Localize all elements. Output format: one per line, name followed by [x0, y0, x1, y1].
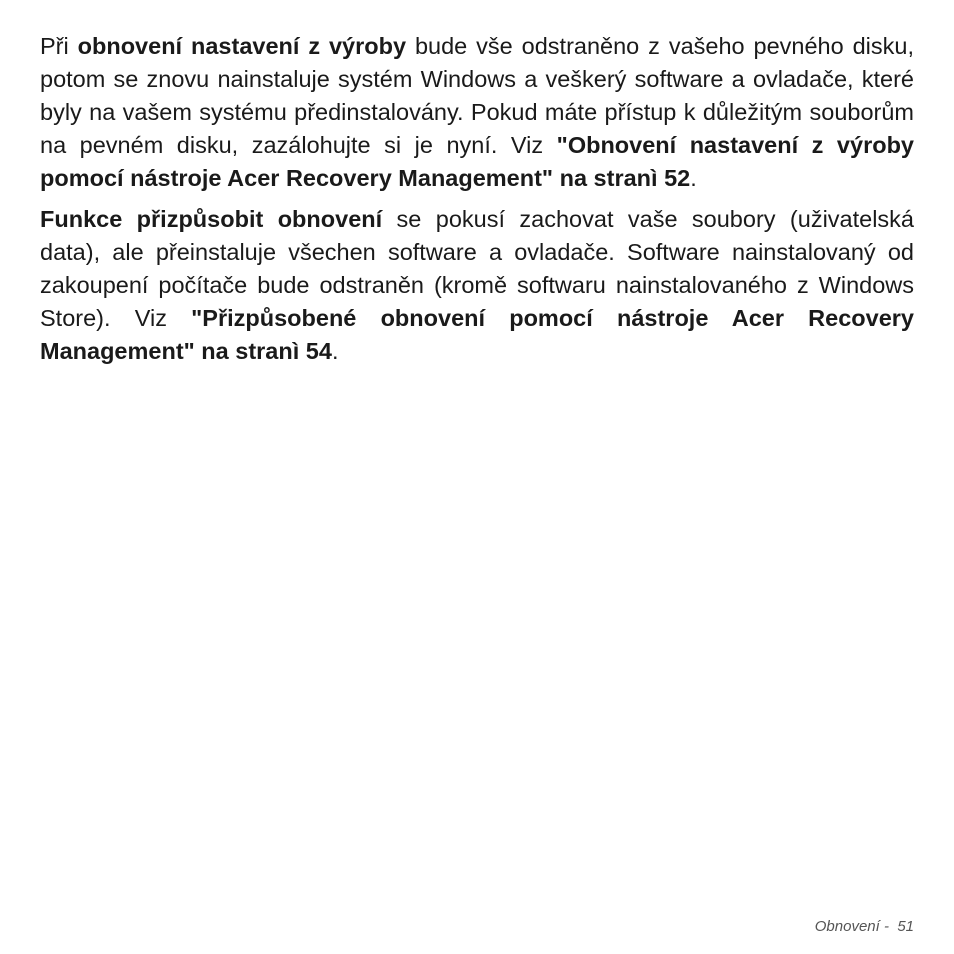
p1-text-end: . — [690, 165, 697, 191]
p1-cross-reference: "Obnovení nastavení z výroby pomocí nástroje Acer Recovery Management" na stranì 52 — [40, 132, 914, 191]
p2-term-custom-recovery: Funkce přizpůsobit obnovení — [40, 206, 383, 232]
page-footer — [815, 918, 914, 935]
page-body — [40, 30, 914, 376]
footer-page-number: 51 — [897, 918, 914, 935]
p2-text-end: . — [331, 338, 339, 364]
p1-term-factory-reset: obnovení nastavení z výroby — [77, 33, 407, 59]
paragraph-factory-reset — [40, 30, 914, 195]
p1-text-intro: Při — [40, 33, 78, 59]
p1-text-body: bude vše odstraněno z vašeho pevného disku, potom se znovu nainstaluje systém Windows a veškerý software a ovladače, které byly na vašem systému předinstalovány. Pokud máte přístup k důležitým souborům na pevném disku, zazálohujte si je nyní. Viz — [40, 33, 914, 158]
paragraph-custom-recovery — [40, 203, 914, 368]
p2-cross-reference: "Přizpůsobené obnovení pomocí nástroje Acer Recovery Management" na stranì 54 — [40, 305, 914, 364]
footer-section: Obnovení - — [814, 918, 889, 935]
p2-text-body: se pokusí zachovat vaše soubory (uživatelská data), ale přeinstaluje všechen software a ovladače. Software nainstalovaný od zakoupení počítače bude odstraněn (kromě softwaru nainstalovaného z Windows Store). Viz — [40, 206, 915, 331]
